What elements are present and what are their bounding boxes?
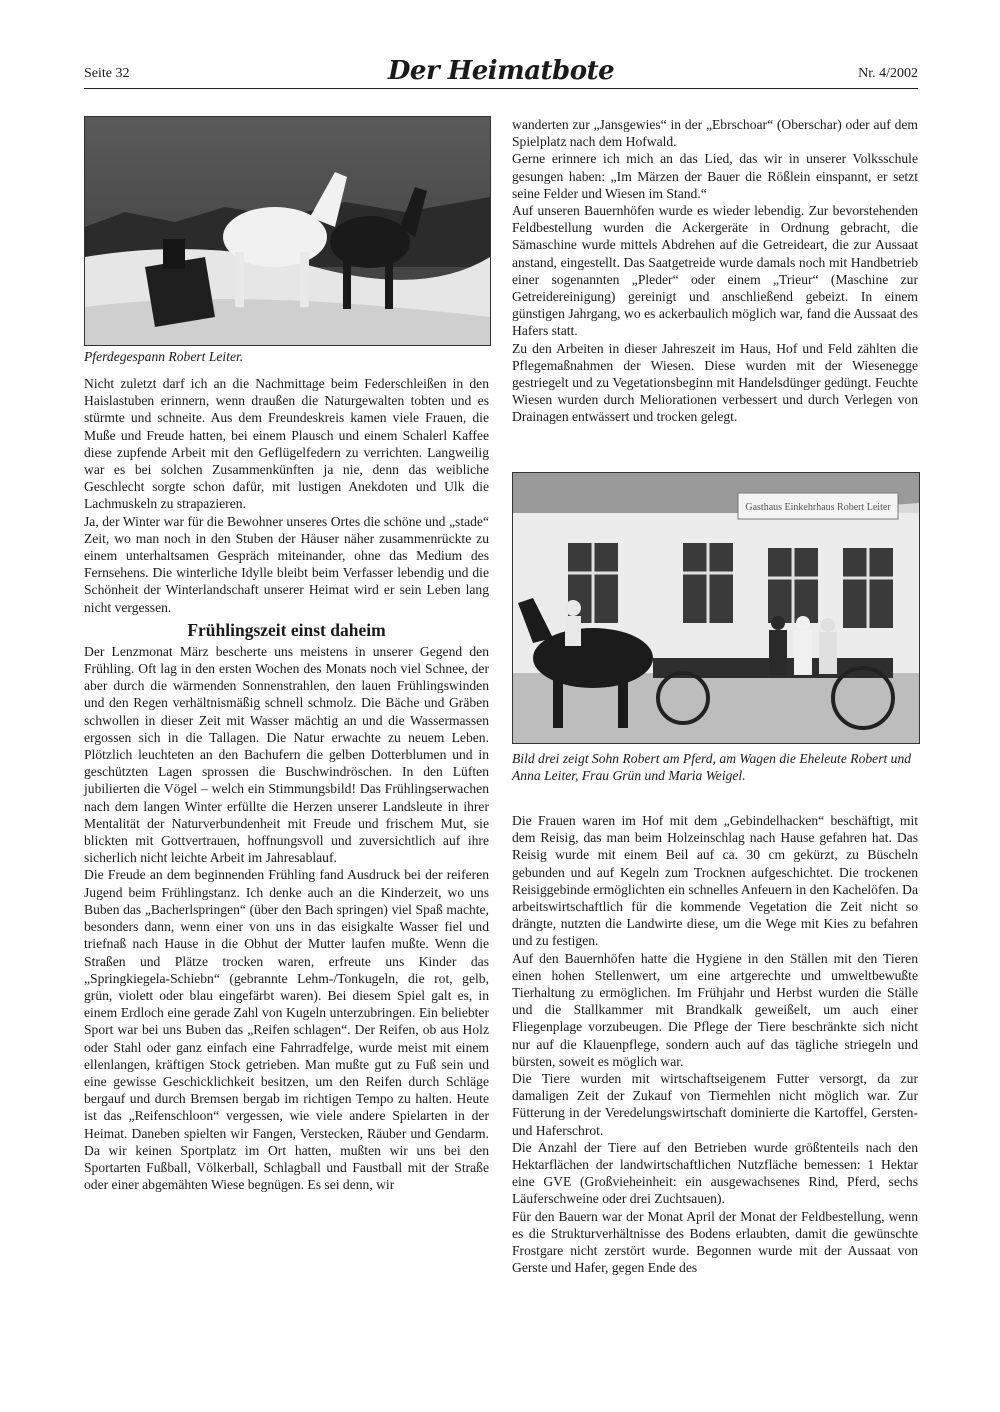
farmhouse-wagon-image <box>513 473 919 743</box>
issue-number: Nr. 4/2002 <box>858 66 918 81</box>
photo2-caption: Bild drei zeigt Sohn Robert am Pferd, am Wagen die Eheleute Robert und Anna Leiter, Frau Grün und Maria Weigel. <box>512 751 912 783</box>
paragraph: Auf den Bauernhöfen hatte die Hygiene in den Ställen mit den Tieren einen hohen Stellenwert, um eine artgerechte und umweltbewußte Tierhaltung zu ermöglichen. Im Frühjahr und Herbst wurden die Ställe und die Stallkammer mit Brandkalk geweißelt, um auch einer Fliegenplage vorzubeugen. Die Pflege der Tiere beschränkte sich nicht nur auf die Klauenpflege, sondern auch auf das tägliche striegeln und bürsten, soweit es möglich war. <box>512 950 918 1069</box>
horse-sleigh-image <box>85 117 490 345</box>
paragraph: Die Anzahl der Tiere auf den Betrieben wurde größtenteils nach den Hektarflächen der landwirtschaftlichen Nutzfläche bemessen: 1 Hektar eine GVE (Großvieheinheit: ein ausgewachsenes Rind, Pferd, sechs Läuferschweine oder drei Zuchtsauen). <box>512 1139 918 1207</box>
left-column <box>84 375 489 1193</box>
paragraph: Auf unseren Bauernhöfen wurde es wieder lebendig. Zur bevorstehenden Feldbestellung wurden die Ackergeräte in Ordnung gebracht, die Sämaschine wurde mittels Abdrehen auf die Getreideart, die zur Aussaat anstand, eingestellt. Das Saatgetreide wurde damals noch mit Handbetrieb einer sogenannten „Pleder“ oder einem „Trieur“ (Maschine zur Getreidereinigung) gereinigt und anschließend gebeizt. In einem günstigen Jahrgang, wo es ackerbaulich möglich war, fand die Aussaat des Hafers statt. <box>512 203 918 339</box>
photo1-caption: Pferdegespann Robert Leiter. <box>84 349 244 364</box>
paragraph: Für den Bauern war der Monat April der Monat der Feldbestellung, wenn es die Strukturverhältnisse des Bodens erlaubten, damit die gewünschte Frostgare nicht zerstört wurde. Begonnen wurde mit der Aussaat von Gerste und Hafer, gegen Ende des <box>512 1208 918 1276</box>
paragraph: Zu den Arbeiten in dieser Jahreszeit im Haus, Hof und Feld zählten die Pflegemaßnahmen der Wiesen. Diese wurden mit der Wiesenegge gestriegelt und zu Vegetationsbeginn mit Handelsdünger gedüngt. Feuchte Wiesen wurden durch Meliorationen verbessert und durch Verlegen von Drainagen entwässert und trocken gelegt. <box>512 340 918 425</box>
paragraph: Die Tiere wurden mit wirtschaftseigenem Futter versorgt, da zur damaligen Zeit der Zukauf von Tiermehlen nicht möglich war. Zur Fütterung in der Veredelungswirtschaft dominierte die Kartoffel, Gersten- und Haferschrot. <box>512 1071 918 1138</box>
right-column-top <box>512 116 918 426</box>
masthead-title: Der Heimatbote <box>387 56 615 86</box>
paragraph: Gerne erinnere ich mich an das Lied, das wir in unserer Volksschule gesungen haben: „Im Märzen der Bauer die Rößlein einspannt, er setzt seine Felder und Wiesen im Stand.“ <box>512 151 918 201</box>
photo-farmhouse-wagon <box>512 472 920 744</box>
paragraph: wanderten zur „Jansgewies“ in der „Ebrschoar“ (Oberschar) oder auf dem Spielplatz nach dem Hofwald. <box>512 117 918 150</box>
right-column-bottom <box>512 812 918 1276</box>
sign-text: Gasthaus Einkehrhaus Robert Leiter <box>745 502 891 513</box>
paragraph: Ja, der Winter war für die Bewohner unseres Ortes die schöne und „stade“ Zeit, wo man noch in den Stuben der Häuser näher zusammenrückte zu einem unterhaltsamen Gespräch miteinander, ohne das Medium des Fernsehens. Die winterliche Idylle bleibt beim Verfasser lebendig und die Schönheit der Winterlandschaft unserer Heimat wird er sein Leben lang nicht vergessen. <box>84 513 489 615</box>
page-header <box>84 58 918 88</box>
paragraph: Der Lenzmonat März bescherte uns meistens in unserer Gegend den Frühling. Oft lag in den ersten Wochen des Monats noch viel Schnee, der aber durch die wärmenden Sonnenstrahlen, den lauen Frühlingswinden und den Regen verhältnismäßig schnell schmolz. Die Bäche und Gräben schwollen in dieser Zeit mit Wasser mächtig an und die Wassermassen ergossen sich in die Tallagen. Die Natur erwachte zu neuem Leben. Plötzlich leuchteten an den Bachufern die gelben Dotterblumen und in geschützten Lagen sprossen die Buschwindröschen. In den Lüften jubilierten die Vögel – welch ein Stimmungsbild! Das Frühlingserwachen nach dem langen Winter erfüllte die Herzen unserer Landsleute in ihrer Mentalität der Naturverbundenheit mit Freude und frischem Mut, sie blickten mit Gottvertrauen, hoffnungsvoll und zuversichtlich auf ihre sicherlich nicht leichte Arbeit im Jahresablauf. <box>84 643 489 866</box>
photo-horse-sleigh <box>84 116 491 346</box>
header-rule <box>84 88 918 89</box>
section-heading: Frühlingszeit einst daheim <box>187 619 386 640</box>
paragraph: Die Freude an dem beginnenden Frühling fand Ausdruck bei der reiferen Jugend beim Frühlingstanz. Ich denke auch an die Kinderzeit, wo uns Buben das „Bacherlspringen“ (über den Bach springen) viel Spaß machte, besonders dann, wenn einer von uns in das eisigkalte Wasser fiel und triefnaß nach Hause in die Obhut der Mutter laufen mußte. Wenn die Straßen und Plätze trocken waren, erfreute uns Kinder das „Springkiegela-Schiebn“ (gebrannte Lehm-/Tonkugeln, die rot, gelb, grün, violett oder blau eingefärbt waren). Bei diesem Spiel galt es, in einem Erdloch eine gerade Zahl von Kugeln unterzubringen. Ein beliebter Sport war bei uns Buben das „Reifen schlagen“. Der Reifen, ob aus Holz oder Stahl oder ganz einfach eine Fahrradfelge, wurde meist mit einem ellenlangen, kräftigen Stock getrieben. Man mußte gut zu Fuß sein und eine gewisse Geschicklichkeit besitzen, um den Reifen durch Schläge bergauf und durch Bremsen bergab im richtigen Tempo zu halten. Heute ist das „Reifenschloon“ vergessen, wie viele andere Spielarten in der Heimat. Daneben spielten wir Fangen, Verstecken, Räuber und Gendarm. Da wir keinen Sportplatz im Ort hatten, mußten wir uns bei den Sportarten Fußball, Völkerball, Schlagball und Faustball mit der Straße oder einer abgemähten Wiese begnügen. Es sei denn, wir <box>84 867 489 1193</box>
paragraph: Die Frauen waren im Hof mit dem „Gebindelhacken“ beschäftigt, mit dem Reisig, das man beim Holzeinschlag nach Hause gefahren hat. Das Reisig wurde mit einem Beil auf ca. 30 cm gekürzt, zu Büscheln gebunden und auf Kegeln zum Trocknen aufgeschichtet. Die trockenen Reisiggebinde ermöglichten ein schnelles Anfeuern in den Kachelöfen. Da arbeitswirtschaftlich für die kommende Vegetation die Zeit nicht so drängte, nutzten die Landwirte diese, um die Wege mit Kies zu befahren und zu festigen. <box>512 813 918 949</box>
page-number: Seite 32 <box>84 66 130 81</box>
paragraph: Nicht zuletzt darf ich an die Nachmittage beim Federschleißen in den Haislastuben erinnern, wenn draußen die Naturgewalten tobten und es stürmte und schneite. Aus dem Freundeskreis kamen viele Frauen, die Muße und Freude hatten, bei einem Plausch und einem Schalerl Kaffee diese zupfende Arbeit mit den Geflügelfedern zu verrichten. Langweilig war es bei solchen Zusammenkünften ja nie, denn das weibliche Geschlecht sorgte schon dafür, mit lustigen Anekdoten und Ulk die Lachmuskeln zu strapazieren. <box>84 376 489 512</box>
